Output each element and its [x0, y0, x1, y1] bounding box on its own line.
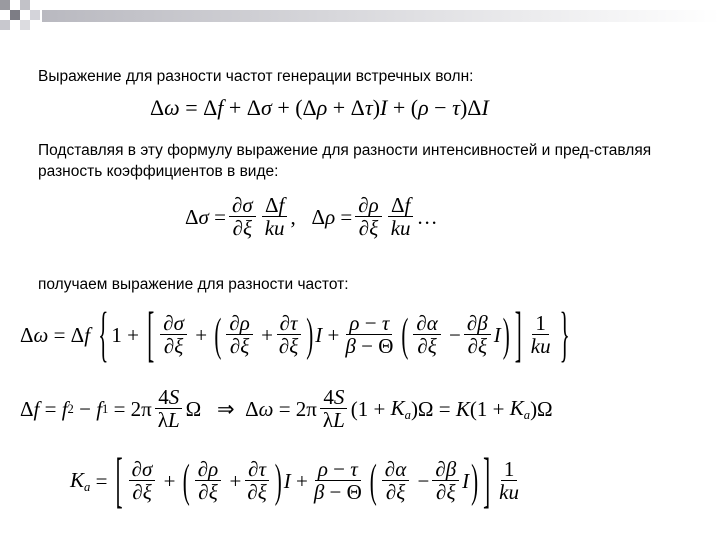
equation-ka-coefficient: $K_a$ = [ $\frac{\partial\sigma}{\partial\xi}$ + ( $\frac{\partial\rho}{\partial\xi}$ + $\frac{\partial\tau}{\partial\xi}$ ) I + $\frac{\rho - \tau}{\beta - \Theta}$ ( $\frac{\partial\alpha}{\partial\xi}$ − $\frac{\partial\beta}{\partial\xi}$ I ) ] $\frac{1}{ku}$: [70, 444, 519, 515]
equation-frequency-result: Δ ω = Δ f { 1 + [ $\frac{\partial\sigma}{\partial\xi}$ + ( $\frac{\partial\rho}{\partial\xi}$ + $\frac{\partial\tau}{\partial\xi}$ ) I + $\frac{\rho - \tau}{\beta - \Theta}$ ( $\frac{\partial\alpha}{\partial\xi}$ − $\frac{\partial\beta}{\partial\xi}$ I ) ] $\frac{1}{ku}$ }: [20, 298, 570, 369]
equation-nonreciprocity: Δ f = f 2 − f 1 = 2π $\frac{4S}{\lambda L}$ Ω ⇒ Δ ω = 2π $\frac{4S}{\lambda L}$ (1 + $K_a$ )Ω = K (1 + $K_a$ )Ω: [20, 385, 553, 433]
header-decoration: [0, 0, 720, 40]
intro-text: Выражение для разности частот генерации встречных волн:: [38, 68, 474, 85]
equation-frequency-difference: Δ ω = Δ f + Δ σ + (Δ ρ + Δ τ ) I + ( ρ − τ )Δ I: [150, 95, 489, 120]
equation-coefficient-differences: Δ σ = $\frac{\partial\sigma}{\partial\xi}$ $\frac{\Delta f}{ku}$ , Δ ρ = $\frac{\partial\rho}{\partial\xi}$ $\frac{\Delta f}{ku}$ …: [185, 193, 438, 241]
result-text: получаем выражение для разности частот:: [38, 276, 349, 293]
substitution-text: Подставляя в эту формулу выражение для разности интенсивностей и пред-ставляя разность коэффициентов в виде:: [38, 142, 652, 180]
